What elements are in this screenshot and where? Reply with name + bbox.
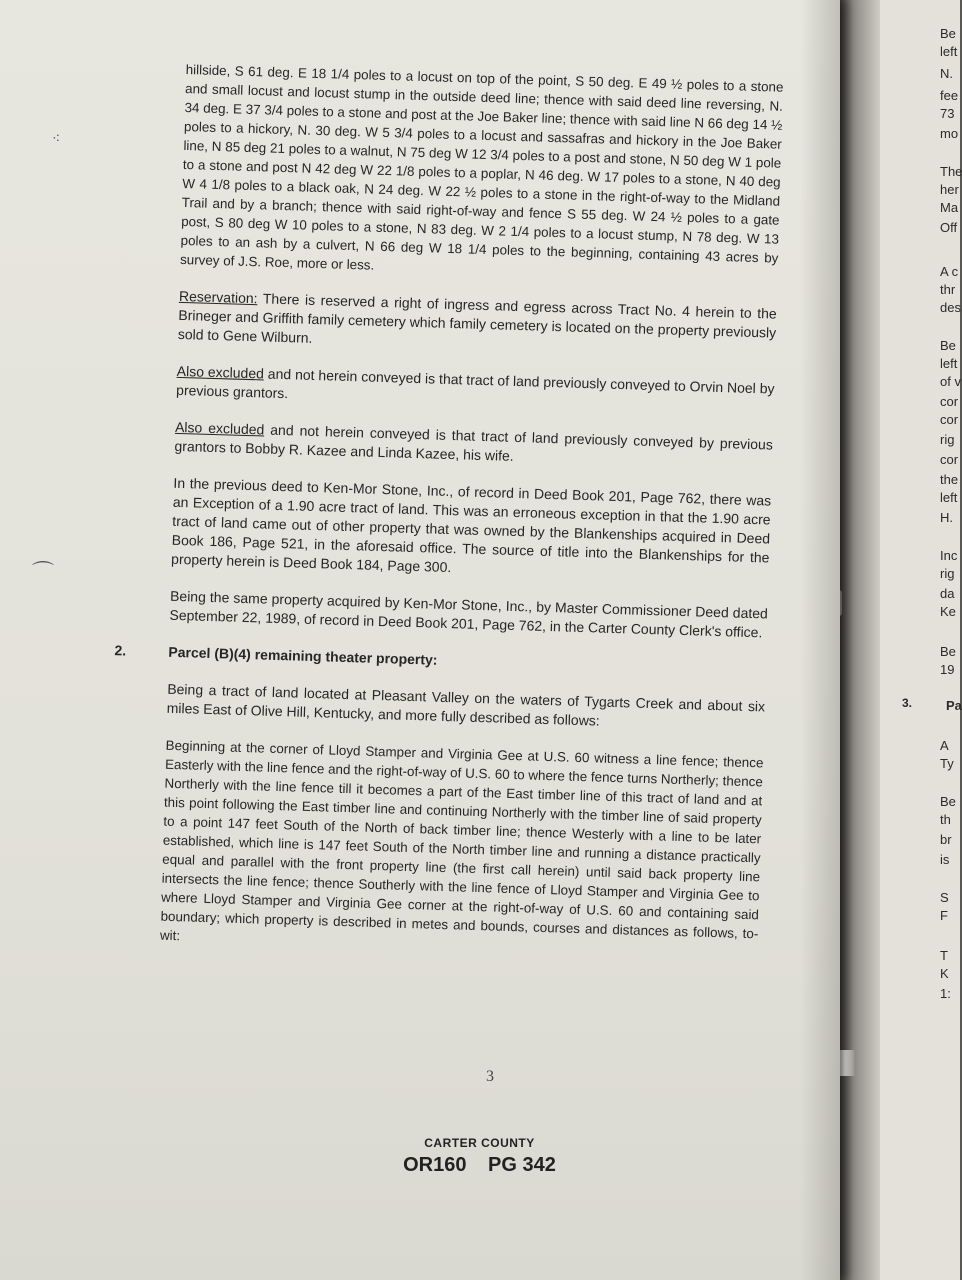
stamp-reference xyxy=(392,1154,567,1177)
facing-page-fragment: cor xyxy=(940,452,959,467)
facing-page-fragment: da xyxy=(940,586,955,601)
reservation-text: There is reserved a right of ingress and egress across Tract No. 4 herein to the Brineger and Griffith family cemetery which family cemetery is located on the property previously sold to Gene Wilburn. xyxy=(177,290,777,346)
stamp-page: PG 342 xyxy=(488,1154,556,1176)
facing-page-fragment: A c xyxy=(940,264,959,279)
facing-page-fragment: K xyxy=(940,966,949,981)
facing-page-fragment: th xyxy=(940,812,951,827)
facing-page-fragment: Be xyxy=(940,794,956,809)
section-title: Parcel (B)(4) remaining theater property: xyxy=(168,643,438,668)
facing-page-fragment: Ty xyxy=(940,756,954,771)
facing-page-fragment: her xyxy=(940,182,959,197)
facing-page-fragment: S xyxy=(940,890,949,905)
facing-page-fragment: thr xyxy=(940,282,956,297)
facing-page-fragment: rig xyxy=(940,566,955,581)
facing-page-fragment: 1: xyxy=(940,986,951,1001)
facing-page-fragment: Off xyxy=(940,220,958,235)
binding-gutter xyxy=(840,0,880,1280)
excluded-paragraph-2 xyxy=(174,418,773,474)
reservation-paragraph xyxy=(178,287,777,362)
facing-page-fragment: des xyxy=(940,300,961,315)
facing-page-fragment: cor xyxy=(940,394,959,409)
facing-page-fragment: br xyxy=(940,832,952,847)
section-number: 2. xyxy=(114,642,127,659)
facing-page-fragment: Ke xyxy=(940,604,956,619)
excluded-label: Also excluded xyxy=(174,418,265,438)
excluded-paragraph-1 xyxy=(176,362,775,418)
facing-page-fragment: left xyxy=(940,356,958,371)
facing-page-fragment: of v xyxy=(940,374,961,389)
facing-page-fragment: 73 xyxy=(940,106,955,121)
facing-page-fragment: mo xyxy=(940,126,959,141)
facing-page-fragment: 19 xyxy=(940,662,955,677)
excluded-label: Also excluded xyxy=(176,362,265,382)
stamp-book: OR160 xyxy=(403,1154,467,1176)
parcel-description-paragraph: Beginning at the corner of Lloyd Stamper and Virginia Gee at U.S. 60 witness a line fence; thence Easterly with the line fence and the right-of-way of U.S. 60 to where the fence turns Northerly; thence Northerly with the line fence till it becomes a part of the East timber line of this tract of land and at this point following the East timber line and continuing Northerly with the timber line of said property to a point 147 feet South of the North of back timber line; thence Westerly with a line to be later established, which line is 147 feet South of the North timber line and running a distance practically equal and parallel with the front property line (the first call herein) until said back property line intersects the line fence; thence Southerly with the line fence of Lloyd Stamper and Virginia Gee to where Lloyd Stamper and Virginia Gee corner at the right-of-way of U.S. 60 and containing said boundary; which property is described in metes and bounds, courses and distances as follows, to-wit: xyxy=(159,737,764,944)
facing-page-fragment: N. xyxy=(940,66,953,81)
page-number: 3 xyxy=(486,1068,494,1085)
parcel-intro-paragraph: Being a tract of land located at Pleasant Valley on the waters of Tygarts Creek and about six miles East of Olive Hill, Kentucky, and more fully described as follows: xyxy=(166,680,766,729)
facing-page-fragment: Be xyxy=(940,338,956,353)
ink-mark: ⌒ xyxy=(32,560,55,585)
metes-bounds-paragraph: hillside, S 61 deg. E 18 1/4 poles to a locust on top of the point, S 50 deg. E 49 ½ poles to a stone and small locust and locust stump in the outside deed line; thence with said deed line reversing, N. 34 deg. E 37 3/4 poles to a stone and post at the Joe Baker line; thence with said line N 66 deg 14 ½ poles to a hickory, N. 30 deg. W 5 3/4 poles to a locust and sassafras and hickory in the Joe Baker line, N 85 deg 21 poles to a walnut, N 75 deg W 12 3/4 poles to a post and stone, N 50 deg W 1 pole to a stone and post N 42 deg W 22 1/8 poles to a poplar, N 46 deg. W 17 poles to a stone, N 40 deg W 4 1/8 poles to a black oak, N 24 deg. W 22 ½ poles to a stone in the right-of-way to the Midland Trail and by a branch; thence with said right-of-way and fence S 55 deg. W 24 ½ poles to a gate post, S 80 deg W 10 poles to a stone, N 83 deg. W 2 1/4 poles to a locust stump, N 78 deg. W 13 poles to an ash by a culvert, N 66 deg W 18 1/4 poles to the beginning, containing 43 acres by survey of J.S. Roe, more or less. xyxy=(179,61,784,273)
facing-page-fragment: The xyxy=(940,164,962,179)
facing-page-fragment: Be xyxy=(940,644,956,659)
excluded-text: and not herein conveyed is that tract of land previously conveyed by previous grantors to Bobby R. Kazee and Linda Kazee, his wife. xyxy=(174,421,774,464)
facing-page-fragment: is xyxy=(940,852,950,867)
facing-page-fragment: F xyxy=(940,908,948,923)
facing-page-section-number: 3. xyxy=(902,696,913,710)
facing-page-fragment: left xyxy=(940,44,958,59)
previous-deed-paragraph: In the previous deed to Ken-Mor Stone, Inc., of record in Deed Book 201, Page 762, there was an Exception of a 1.90 acre tract of land. This was an erroneous exception in that the 1.90 acre tract of land came out of other property that was owned by the Blankenships acquired in Deed Book 186, Page 521, in the aforesaid office. The source of title into the Blankenships for the property herein is Deed Book 184, Page 300. xyxy=(170,474,772,576)
facing-page-fragment: cor xyxy=(940,412,959,427)
facing-page-fragment: fee xyxy=(940,88,959,103)
reservation-label: Reservation: xyxy=(178,287,258,307)
facing-page-fragment: Pa xyxy=(946,698,962,713)
facing-page-fragment: rig xyxy=(940,432,955,447)
ink-mark: ⁖ xyxy=(52,130,61,146)
facing-page-fragment: A xyxy=(940,738,949,753)
facing-page-fragment: left xyxy=(940,490,958,505)
deed-body xyxy=(114,60,784,980)
section-heading xyxy=(114,642,766,680)
stamp-county: CARTER COUNTY xyxy=(424,1136,535,1150)
facing-page-fragment: H. xyxy=(940,510,953,525)
same-property-paragraph: Being the same property acquired by Ken-Mor Stone, Inc., by Master Commissioner Deed dated September 22, 1989, of record in Deed Book 201, Page 762, in the Carter County Clerk's office. xyxy=(169,587,769,641)
facing-page-fragment: Be xyxy=(940,26,956,41)
page-edge-shadow xyxy=(800,0,840,1280)
facing-page-fragment: the xyxy=(940,472,959,487)
facing-page-fragment: T xyxy=(940,948,948,963)
facing-page-fragment: Ma xyxy=(940,200,959,215)
facing-page-fragment: Inc xyxy=(940,548,958,563)
excluded-text: and not herein conveyed is that tract of land previously conveyed to Orvin Noel by previous grantors. xyxy=(175,365,775,402)
recording-stamp xyxy=(392,1136,567,1177)
